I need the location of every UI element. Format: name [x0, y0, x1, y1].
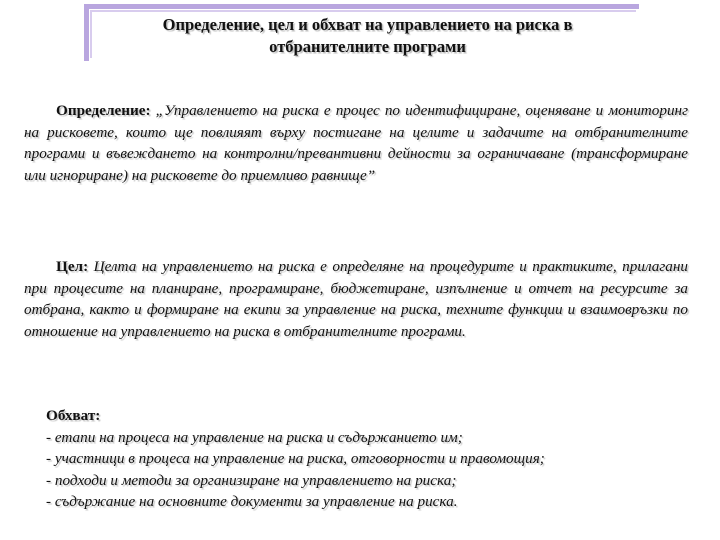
goal-label: Цел: [56, 258, 89, 275]
definition-paragraph [24, 100, 688, 186]
scope-item: - подходи и методи за организиране на управлението на риска; [46, 471, 457, 489]
page-title [95, 14, 640, 58]
definition-label: Определение: [56, 102, 151, 119]
definition-text: „Управлението на риска е процес по идентифициране, оценяване и мониторинг на рисковете, които ще повлияят върху постигане на целите и задачите на отбранителните програми и въвеждането на контролни/превантивни дейности за ограничаване (трансформиране или игнориране) на рисковете до приемливо равнище” [24, 102, 688, 184]
scope-item: - съдържание на основните документи за управление на риска. [46, 493, 458, 510]
goal-text: Целта на управлението на риска е определяне на процедурите и практиките, прилагани при процесите на планиране, програмиране, бюджетиране, изпълнение и отчет на ресурсите за отбрана, както и формиране на екипи за управление на риска, техните функции и взаимовръзки по отношение на управлението на риска в отбранителните програми. [24, 258, 688, 340]
goal-paragraph [24, 256, 688, 342]
scope-item: - етапи на процеса на управление на риска и съдържанието им; [46, 428, 463, 446]
scope-item: - участници в процеса на управление на риска, отговорности и правомощия; [46, 450, 545, 467]
scope-section [46, 405, 686, 513]
title-line-2: отбранителните програми [269, 37, 466, 56]
scope-label: Обхват: [46, 407, 101, 424]
title-line-1: Определение, цел и обхват на управлението на риска в [162, 15, 573, 34]
